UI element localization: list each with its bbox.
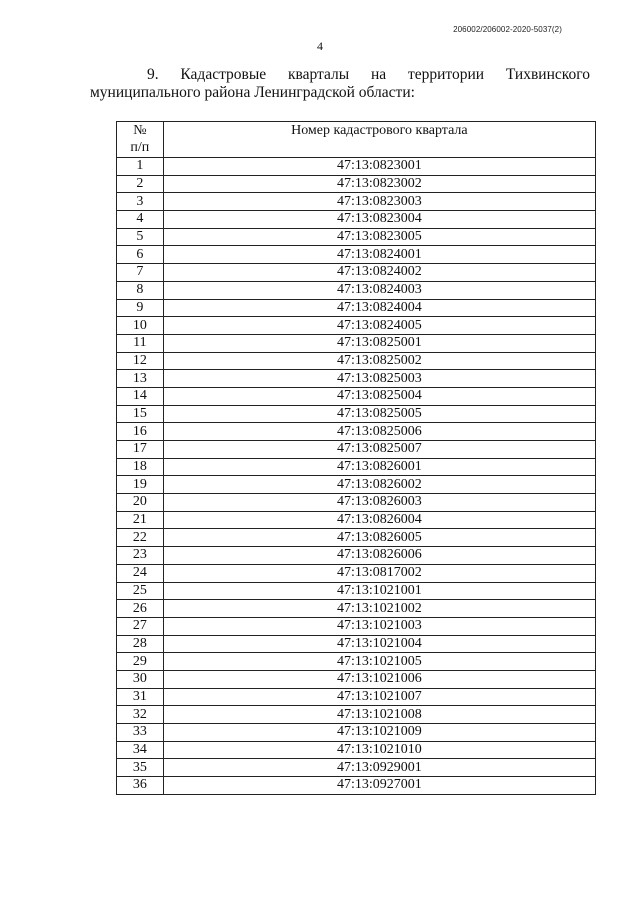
- table-row: [117, 724, 596, 742]
- table-row: [117, 299, 596, 317]
- table-row: [117, 317, 596, 335]
- cadastral-quarter-cell: 47:13:0823001: [163, 158, 595, 176]
- paragraph-word: кварталы: [287, 66, 350, 83]
- table-row: [117, 228, 596, 246]
- row-number-cell: 16: [117, 423, 164, 441]
- table-row: [117, 653, 596, 671]
- table-row: [117, 494, 596, 512]
- row-number-cell: 9: [117, 299, 164, 317]
- table-row: [117, 211, 596, 229]
- cadastral-quarter-cell: 47:13:0824001: [163, 246, 595, 264]
- row-number-cell: 2: [117, 175, 164, 193]
- table-row: [117, 635, 596, 653]
- row-number-cell: 20: [117, 494, 164, 512]
- paragraph-word: Кадастровые: [180, 66, 267, 83]
- row-number-cell: 24: [117, 564, 164, 582]
- table-row: [117, 158, 596, 176]
- row-number-cell: 13: [117, 370, 164, 388]
- cadastral-quarter-cell: 47:13:0824004: [163, 299, 595, 317]
- cadastral-quarter-cell: 47:13:1021002: [163, 600, 595, 618]
- row-number-cell: 8: [117, 281, 164, 299]
- table-row: [117, 600, 596, 618]
- table-row: [117, 405, 596, 423]
- row-number-cell: 36: [117, 777, 164, 795]
- cadastral-quarter-cell: 47:13:0825003: [163, 370, 595, 388]
- cadastral-quarter-cell: 47:13:1021003: [163, 617, 595, 635]
- cadastral-quarter-cell: 47:13:0826001: [163, 458, 595, 476]
- cadastral-quarter-cell: 47:13:0823003: [163, 193, 595, 211]
- cadastral-quarter-cell: 47:13:0824005: [163, 317, 595, 335]
- table-body: [117, 158, 596, 795]
- row-number-cell: 14: [117, 387, 164, 405]
- row-number-cell: 30: [117, 670, 164, 688]
- table-header-row: [117, 122, 596, 158]
- cadastral-quarter-cell: 47:13:0826006: [163, 547, 595, 565]
- table-row: [117, 741, 596, 759]
- row-number-cell: 35: [117, 759, 164, 777]
- cadastral-quarter-cell: 47:13:1021006: [163, 670, 595, 688]
- table-row: [117, 777, 596, 795]
- row-number-cell: 22: [117, 529, 164, 547]
- paragraph-word: 9.: [147, 66, 159, 83]
- table-row: [117, 617, 596, 635]
- table-row: [117, 370, 596, 388]
- cadastral-quarter-cell: 47:13:0825006: [163, 423, 595, 441]
- table-row: [117, 547, 596, 565]
- cadastral-quarter-cell: 47:13:0817002: [163, 564, 595, 582]
- paragraph-word: территории: [407, 66, 485, 83]
- row-number-cell: 10: [117, 317, 164, 335]
- table-row: [117, 441, 596, 459]
- table-row: [117, 281, 596, 299]
- row-number-cell: 31: [117, 688, 164, 706]
- table-row: [117, 706, 596, 724]
- header-number-column: № п/п: [117, 122, 164, 158]
- table-row: [117, 564, 596, 582]
- cadastral-quarter-cell: 47:13:0823004: [163, 211, 595, 229]
- cadastral-quarter-cell: 47:13:0825005: [163, 405, 595, 423]
- cadastral-quarter-cell: 47:13:0825001: [163, 334, 595, 352]
- cadastral-quarter-cell: 47:13:1021005: [163, 653, 595, 671]
- table-row: [117, 511, 596, 529]
- row-number-cell: 18: [117, 458, 164, 476]
- cadastral-quarter-cell: 47:13:0826004: [163, 511, 595, 529]
- row-number-cell: 17: [117, 441, 164, 459]
- table-row: [117, 476, 596, 494]
- cadastral-quarter-cell: 47:13:1021004: [163, 635, 595, 653]
- table-row: [117, 334, 596, 352]
- page-number: 4: [317, 39, 323, 53]
- row-number-cell: 15: [117, 405, 164, 423]
- row-number-cell: 25: [117, 582, 164, 600]
- row-number-cell: 19: [117, 476, 164, 494]
- paragraph-word: на: [370, 66, 387, 83]
- cadastral-quarter-cell: 47:13:0929001: [163, 759, 595, 777]
- cadastral-quarter-cell: 47:13:0825002: [163, 352, 595, 370]
- cadastral-quarter-cell: 47:13:0824003: [163, 281, 595, 299]
- row-number-cell: 34: [117, 741, 164, 759]
- row-number-cell: 29: [117, 653, 164, 671]
- row-number-cell: 28: [117, 635, 164, 653]
- table-row: [117, 246, 596, 264]
- cadastral-quarter-cell: 47:13:0826002: [163, 476, 595, 494]
- table-row: [117, 175, 596, 193]
- row-number-cell: 6: [117, 246, 164, 264]
- row-number-cell: 33: [117, 724, 164, 742]
- section-paragraph: [90, 66, 590, 102]
- cadastral-quarter-cell: 47:13:0825007: [163, 441, 595, 459]
- cadastral-quarter-cell: 47:13:0826003: [163, 494, 595, 512]
- table-row: [117, 670, 596, 688]
- cadastral-quarter-cell: 47:13:0927001: [163, 777, 595, 795]
- table-row: [117, 458, 596, 476]
- header-quarter-number-column: Номер кадастрового квартала: [163, 122, 595, 158]
- table-row: [117, 352, 596, 370]
- row-number-cell: 7: [117, 264, 164, 282]
- row-number-cell: 23: [117, 547, 164, 565]
- table-row: [117, 582, 596, 600]
- row-number-cell: 4: [117, 211, 164, 229]
- cadastral-quarter-cell: 47:13:0823002: [163, 175, 595, 193]
- paragraph-line-2: муниципального района Ленинградской области:: [90, 84, 415, 101]
- cadastral-quarter-cell: 47:13:0824002: [163, 264, 595, 282]
- cadastral-quarter-cell: 47:13:1021009: [163, 724, 595, 742]
- cadastral-quarters-table: [116, 121, 596, 795]
- row-number-cell: 21: [117, 511, 164, 529]
- row-number-cell: 3: [117, 193, 164, 211]
- row-number-cell: 5: [117, 228, 164, 246]
- table-row: [117, 193, 596, 211]
- row-number-cell: 26: [117, 600, 164, 618]
- table-row: [117, 759, 596, 777]
- cadastral-quarter-cell: 47:13:1021007: [163, 688, 595, 706]
- table-row: [117, 264, 596, 282]
- cadastral-quarter-cell: 47:13:1021008: [163, 706, 595, 724]
- table-row: [117, 423, 596, 441]
- document-registration-code: 206002/206002-2020-5037(2): [453, 25, 562, 34]
- table-row: [117, 688, 596, 706]
- paragraph-line-1: [90, 66, 590, 84]
- table-row: [117, 387, 596, 405]
- row-number-cell: 1: [117, 158, 164, 176]
- row-number-cell: 12: [117, 352, 164, 370]
- cadastral-quarter-cell: 47:13:1021010: [163, 741, 595, 759]
- row-number-cell: 32: [117, 706, 164, 724]
- cadastral-quarter-cell: 47:13:1021001: [163, 582, 595, 600]
- cadastral-quarter-cell: 47:13:0826005: [163, 529, 595, 547]
- row-number-cell: 27: [117, 617, 164, 635]
- row-number-cell: 11: [117, 334, 164, 352]
- table-row: [117, 529, 596, 547]
- paragraph-word: Тихвинского: [505, 66, 590, 83]
- cadastral-quarter-cell: 47:13:0825004: [163, 387, 595, 405]
- cadastral-quarter-cell: 47:13:0823005: [163, 228, 595, 246]
